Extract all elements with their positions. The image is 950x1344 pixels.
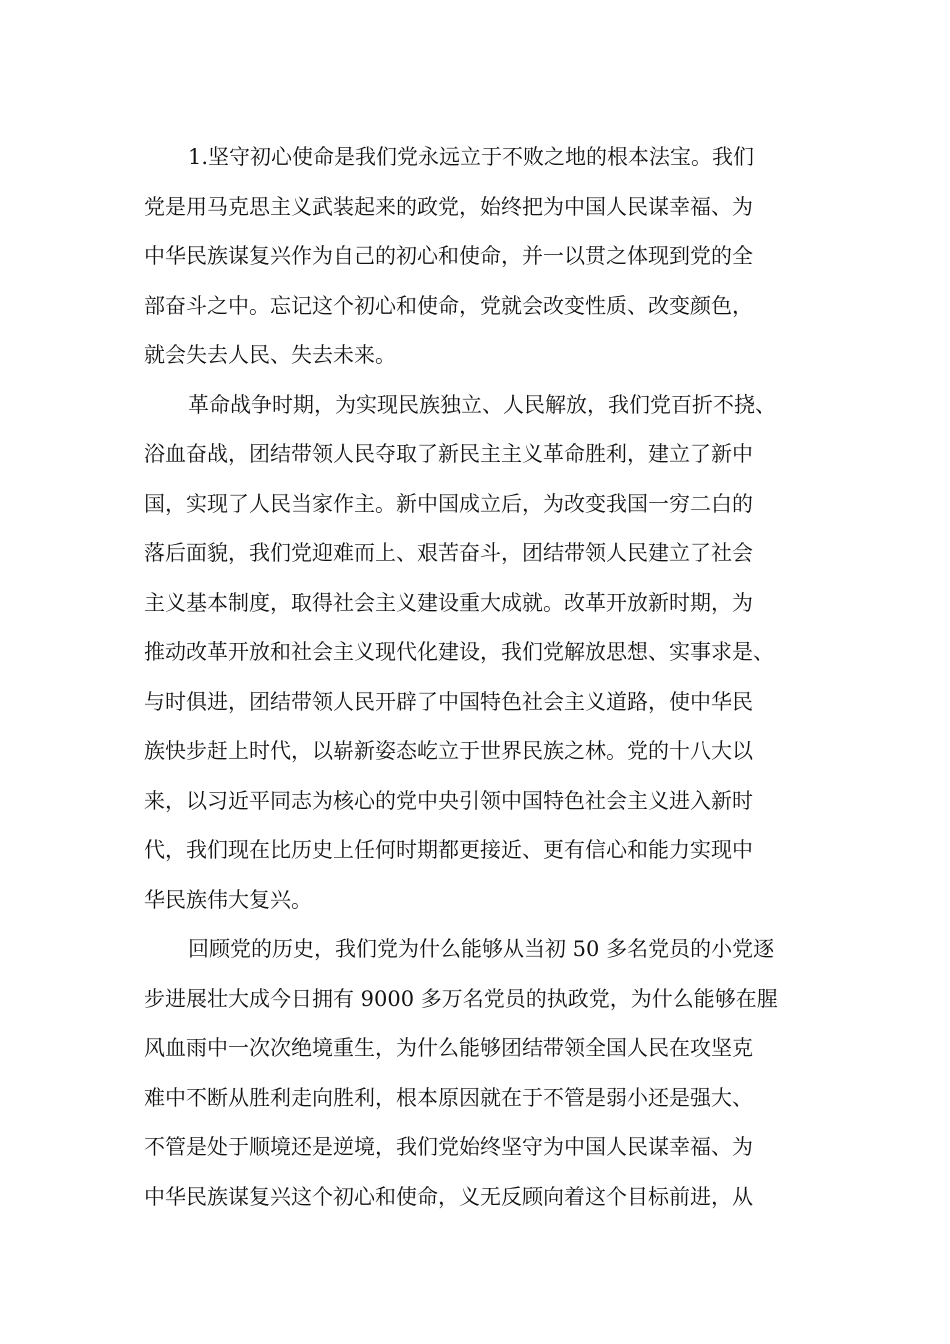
- text-line: 中华民族谋复兴这个初心和使命，义无反顾向着这个目标前进，从: [144, 1184, 753, 1209]
- text-line: 难中不断从胜利走向胜利，根本原因就在于不管是弱小还是强大、: [144, 1085, 753, 1110]
- paragraph: [144, 925, 808, 1222]
- text-line: 浴血奋战，团结带领人民夺取了新民主主义革命胜利，建立了新中: [144, 442, 753, 466]
- text-line: 华民族伟大复兴。: [144, 887, 312, 912]
- text-line: 推动改革开放和社会主义现代化建设，我们党解放思想、实事求是、: [144, 640, 774, 664]
- text-line: 中华民族谋复兴作为自己的初心和使命，并一以贯之体现到党的全: [144, 244, 753, 268]
- text-line: 来，以习近平同志为核心的党中央引领中国特色社会主义进入新时: [144, 788, 753, 813]
- text-line: 步进展壮大成今日拥有 9000 多万名党员的执政党，为什么能够在腥: [144, 986, 778, 1011]
- text-line: 回顾党的历史，我们党为什么能够从当初 50 多名党员的小党逐: [188, 937, 775, 961]
- document-body: [144, 133, 808, 1222]
- text-line: 部奋斗之中。忘记这个初心和使命，党就会改变性质、改变颜色，: [144, 293, 753, 318]
- text-line: 主义基本制度，取得社会主义建设重大成就。改革开放新时期，为: [144, 590, 753, 615]
- paragraph: [144, 381, 808, 926]
- text-line: 风血雨中一次次绝境重生，为什么能够团结带领全国人民在攻坚克: [144, 1036, 753, 1060]
- text-line: 与时俱进，团结带领人民开辟了中国特色社会主义道路，使中华民: [144, 689, 753, 714]
- paragraph: [144, 133, 808, 381]
- text-line: 国，实现了人民当家作主。新中国成立后，为改变我国一穷二白的: [144, 491, 753, 516]
- text-line: 革命战争时期，为实现民族独立、人民解放，我们党百折不挠、: [188, 392, 776, 417]
- text-line: 就会失去人民、失去未来。: [144, 343, 396, 367]
- text-line: 代，我们现在比历史上任何时期都更接近、更有信心和能力实现中: [144, 838, 753, 862]
- text-line: 党是用马克思主义武装起来的政党，始终把为中国人民谋幸福、为: [144, 194, 753, 219]
- text-line: 不管是处于顺境还是逆境，我们党始终坚守为中国人民谋幸福、为: [144, 1135, 753, 1159]
- text-line: 落后面貌，我们党迎难而上、艰苦奋斗，团结带领人民建立了社会: [144, 541, 753, 565]
- text-line: 1.坚守初心使命是我们党永远立于不败之地的根本法宝。我们: [188, 145, 755, 169]
- text-line: 族快步赶上时代，以崭新姿态屹立于世界民族之林。党的十八大以: [144, 739, 753, 763]
